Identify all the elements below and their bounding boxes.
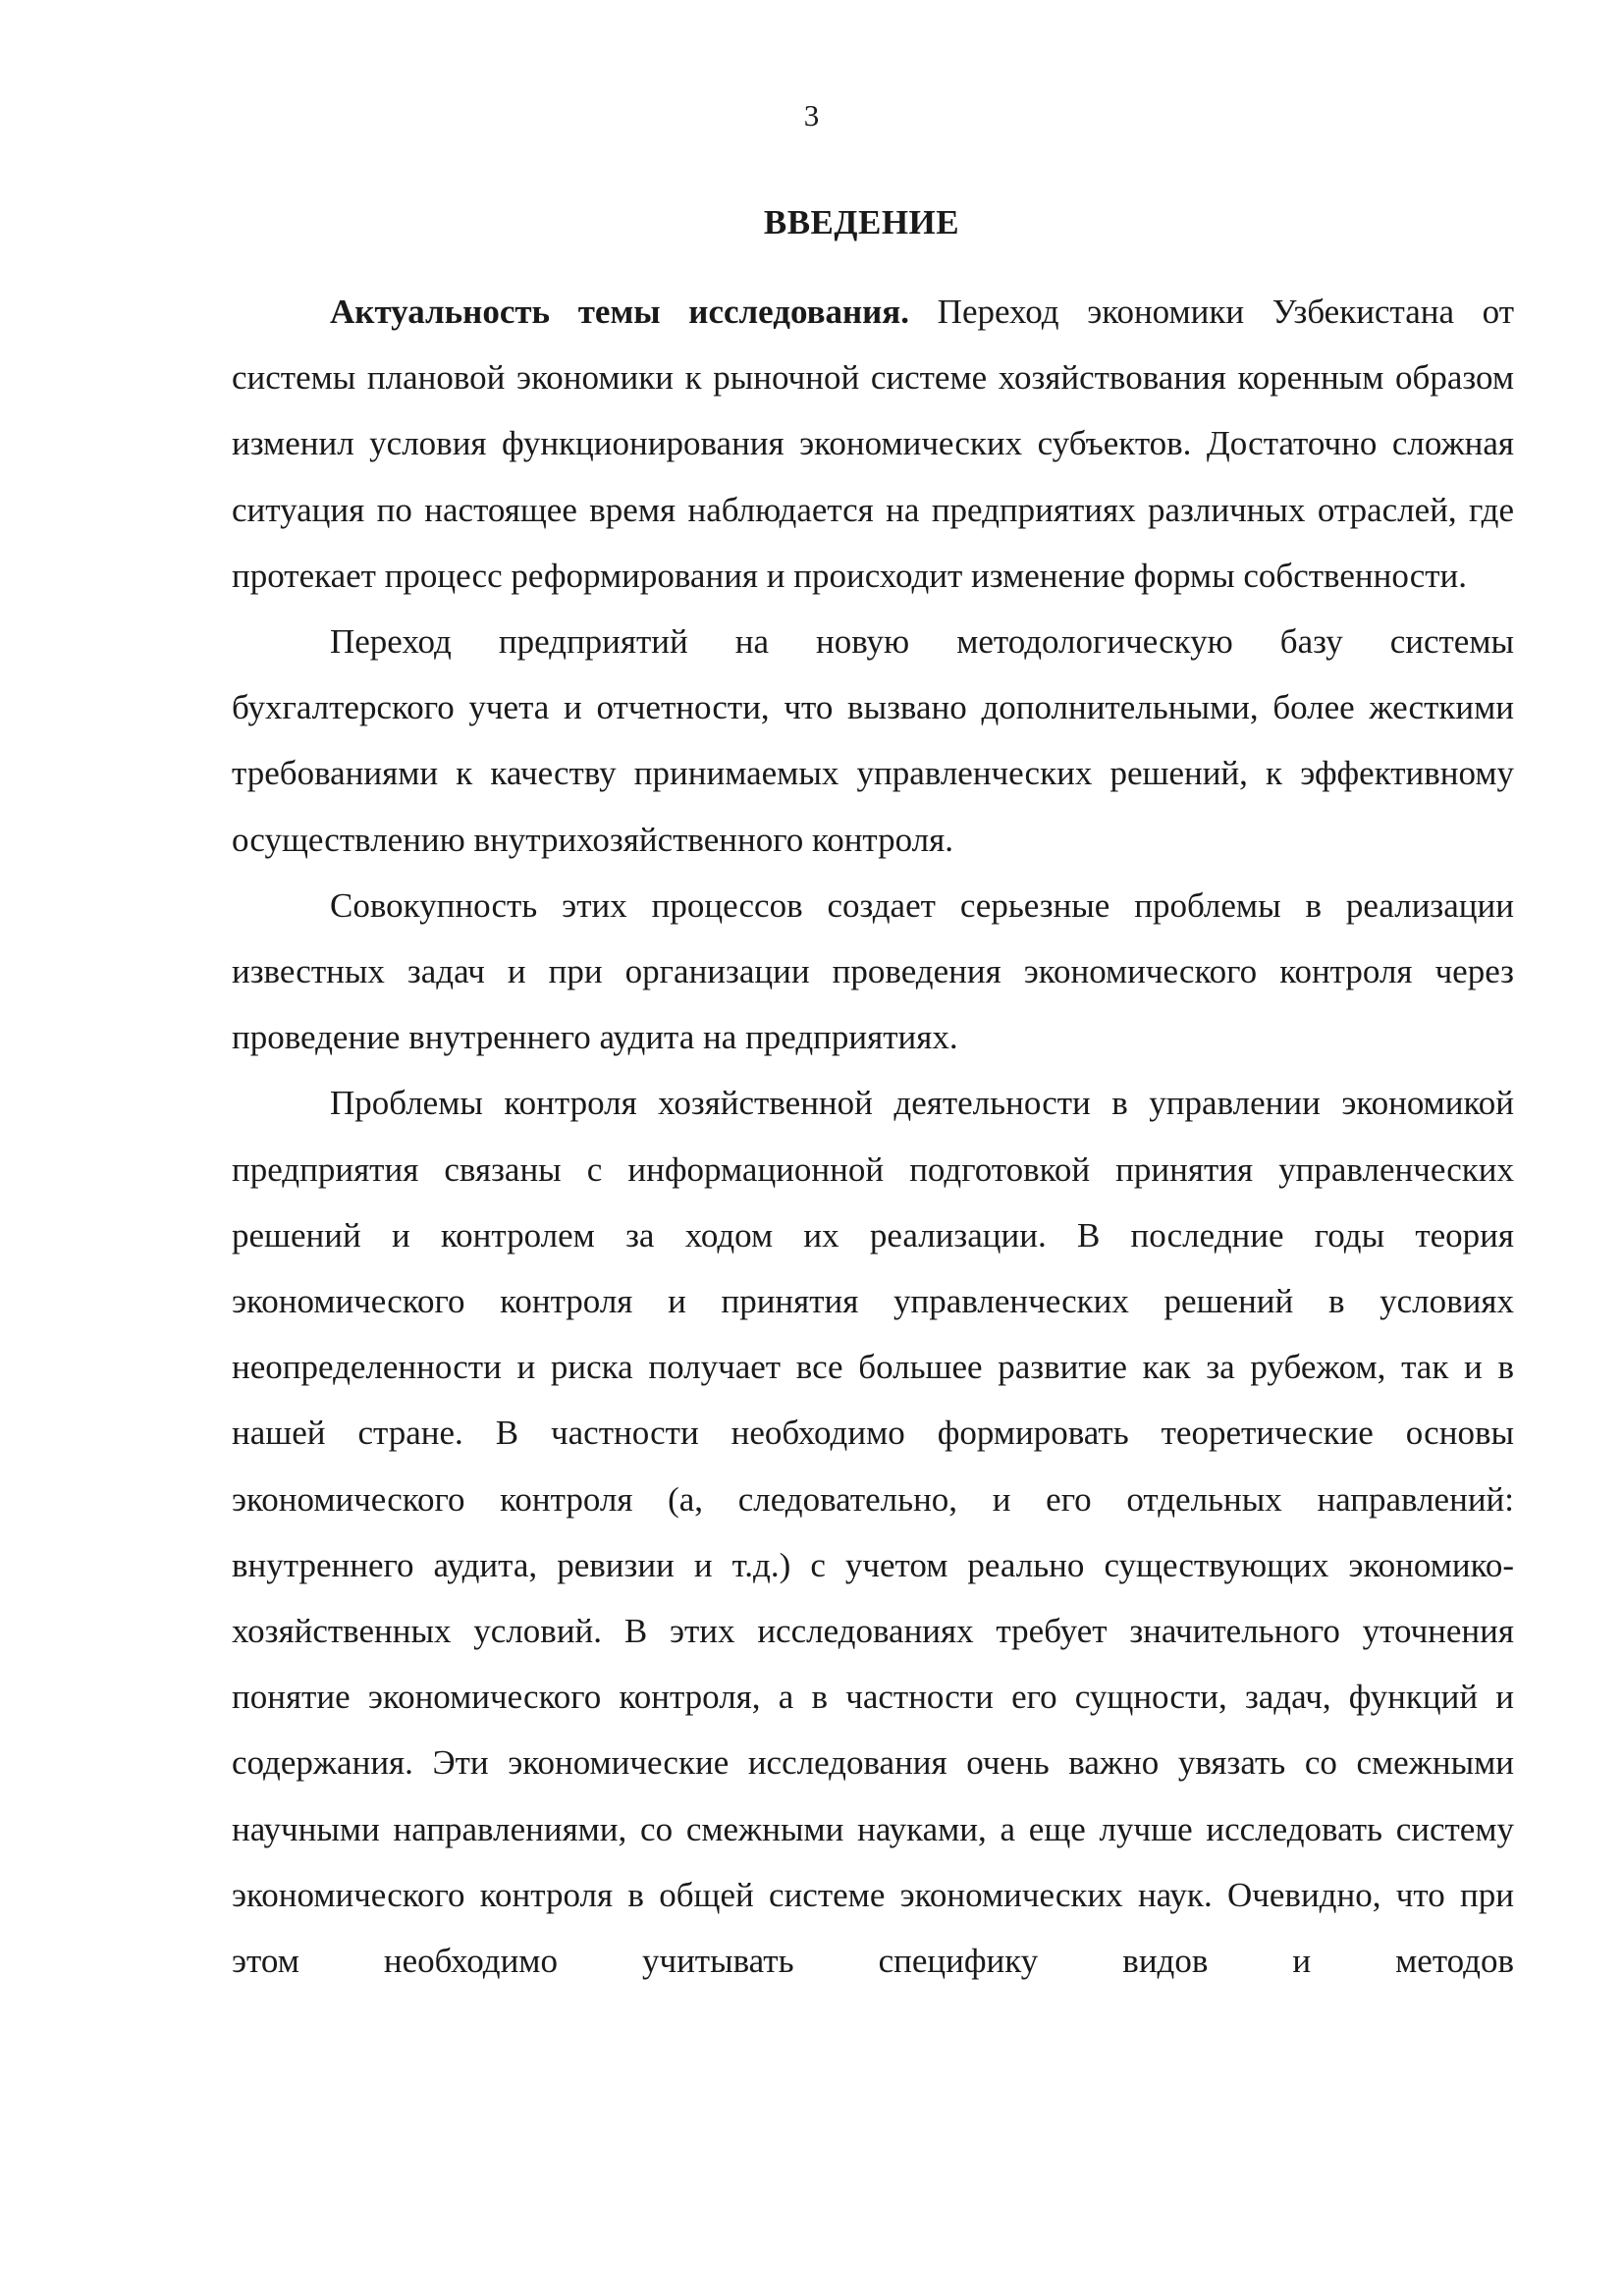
paragraph-control-problems: Проблемы контроля хозяйственной деятельности в управлении экономикой предприятия связаны с информационной подготовкой принятия управленческих решений и контролем за ходом их реализации. В последние годы теория экономического контроля и принятия управленческих решений в условиях неопределенности и риска получает все большее развитие как за рубежом, так и в нашей стране. В частности необходимо формировать теоретические основы экономического контроля (а, следовательно, и его отдельных направлений: внутреннего аудита, ревизии и т.д.) с учетом реально существующих экономико-хозяйственных условий. В этих исследованиях требует значительного уточнения понятие экономического контроля, а в частности его сущности, задач, функций и содержания. Эти экономические исследования очень важно увязать со смежными научными направлениями, со смежными науками, а еще лучше исследовать систему экономического контроля в общей системе экономических наук. Очевидно, что при этом необходимо учитывать специфику видов и методов — [232, 1084, 1514, 1981]
section-heading: ВВЕДЕНИЕ — [763, 203, 960, 241]
paragraph-lead: Актуальность темы исследования. — [330, 293, 909, 331]
document-body — [232, 279, 1514, 1994]
paragraph-relevance — [232, 279, 1514, 609]
page-number: 3 — [803, 98, 820, 133]
paragraph-transition: Переход предприятий на новую методологическую базу системы бухгалтерского учета и отчетности, что вызвано дополнительными, более жесткими требованиями к качеству принимаемых управленческих решений, к эффективному осуществлению внутрихозяйственного контроля. — [232, 622, 1514, 859]
paragraph-text: Переход экономики Узбекистана от системы плановой экономики к рыночной системе хозяйствования коренным образом изменил условия функционирования экономических субъектов. Достаточно сложная ситуация по настоящее время наблюдается на предприятиях различных отраслей, где протекает процесс реформирования и происходит изменение формы собственности. — [232, 293, 1514, 595]
paragraph-processes: Совокупность этих процессов создает серьезные проблемы в реализации известных задач и при организации проведения экономического контроля через проведение внутреннего аудита на предприятиях. — [232, 885, 1514, 1057]
